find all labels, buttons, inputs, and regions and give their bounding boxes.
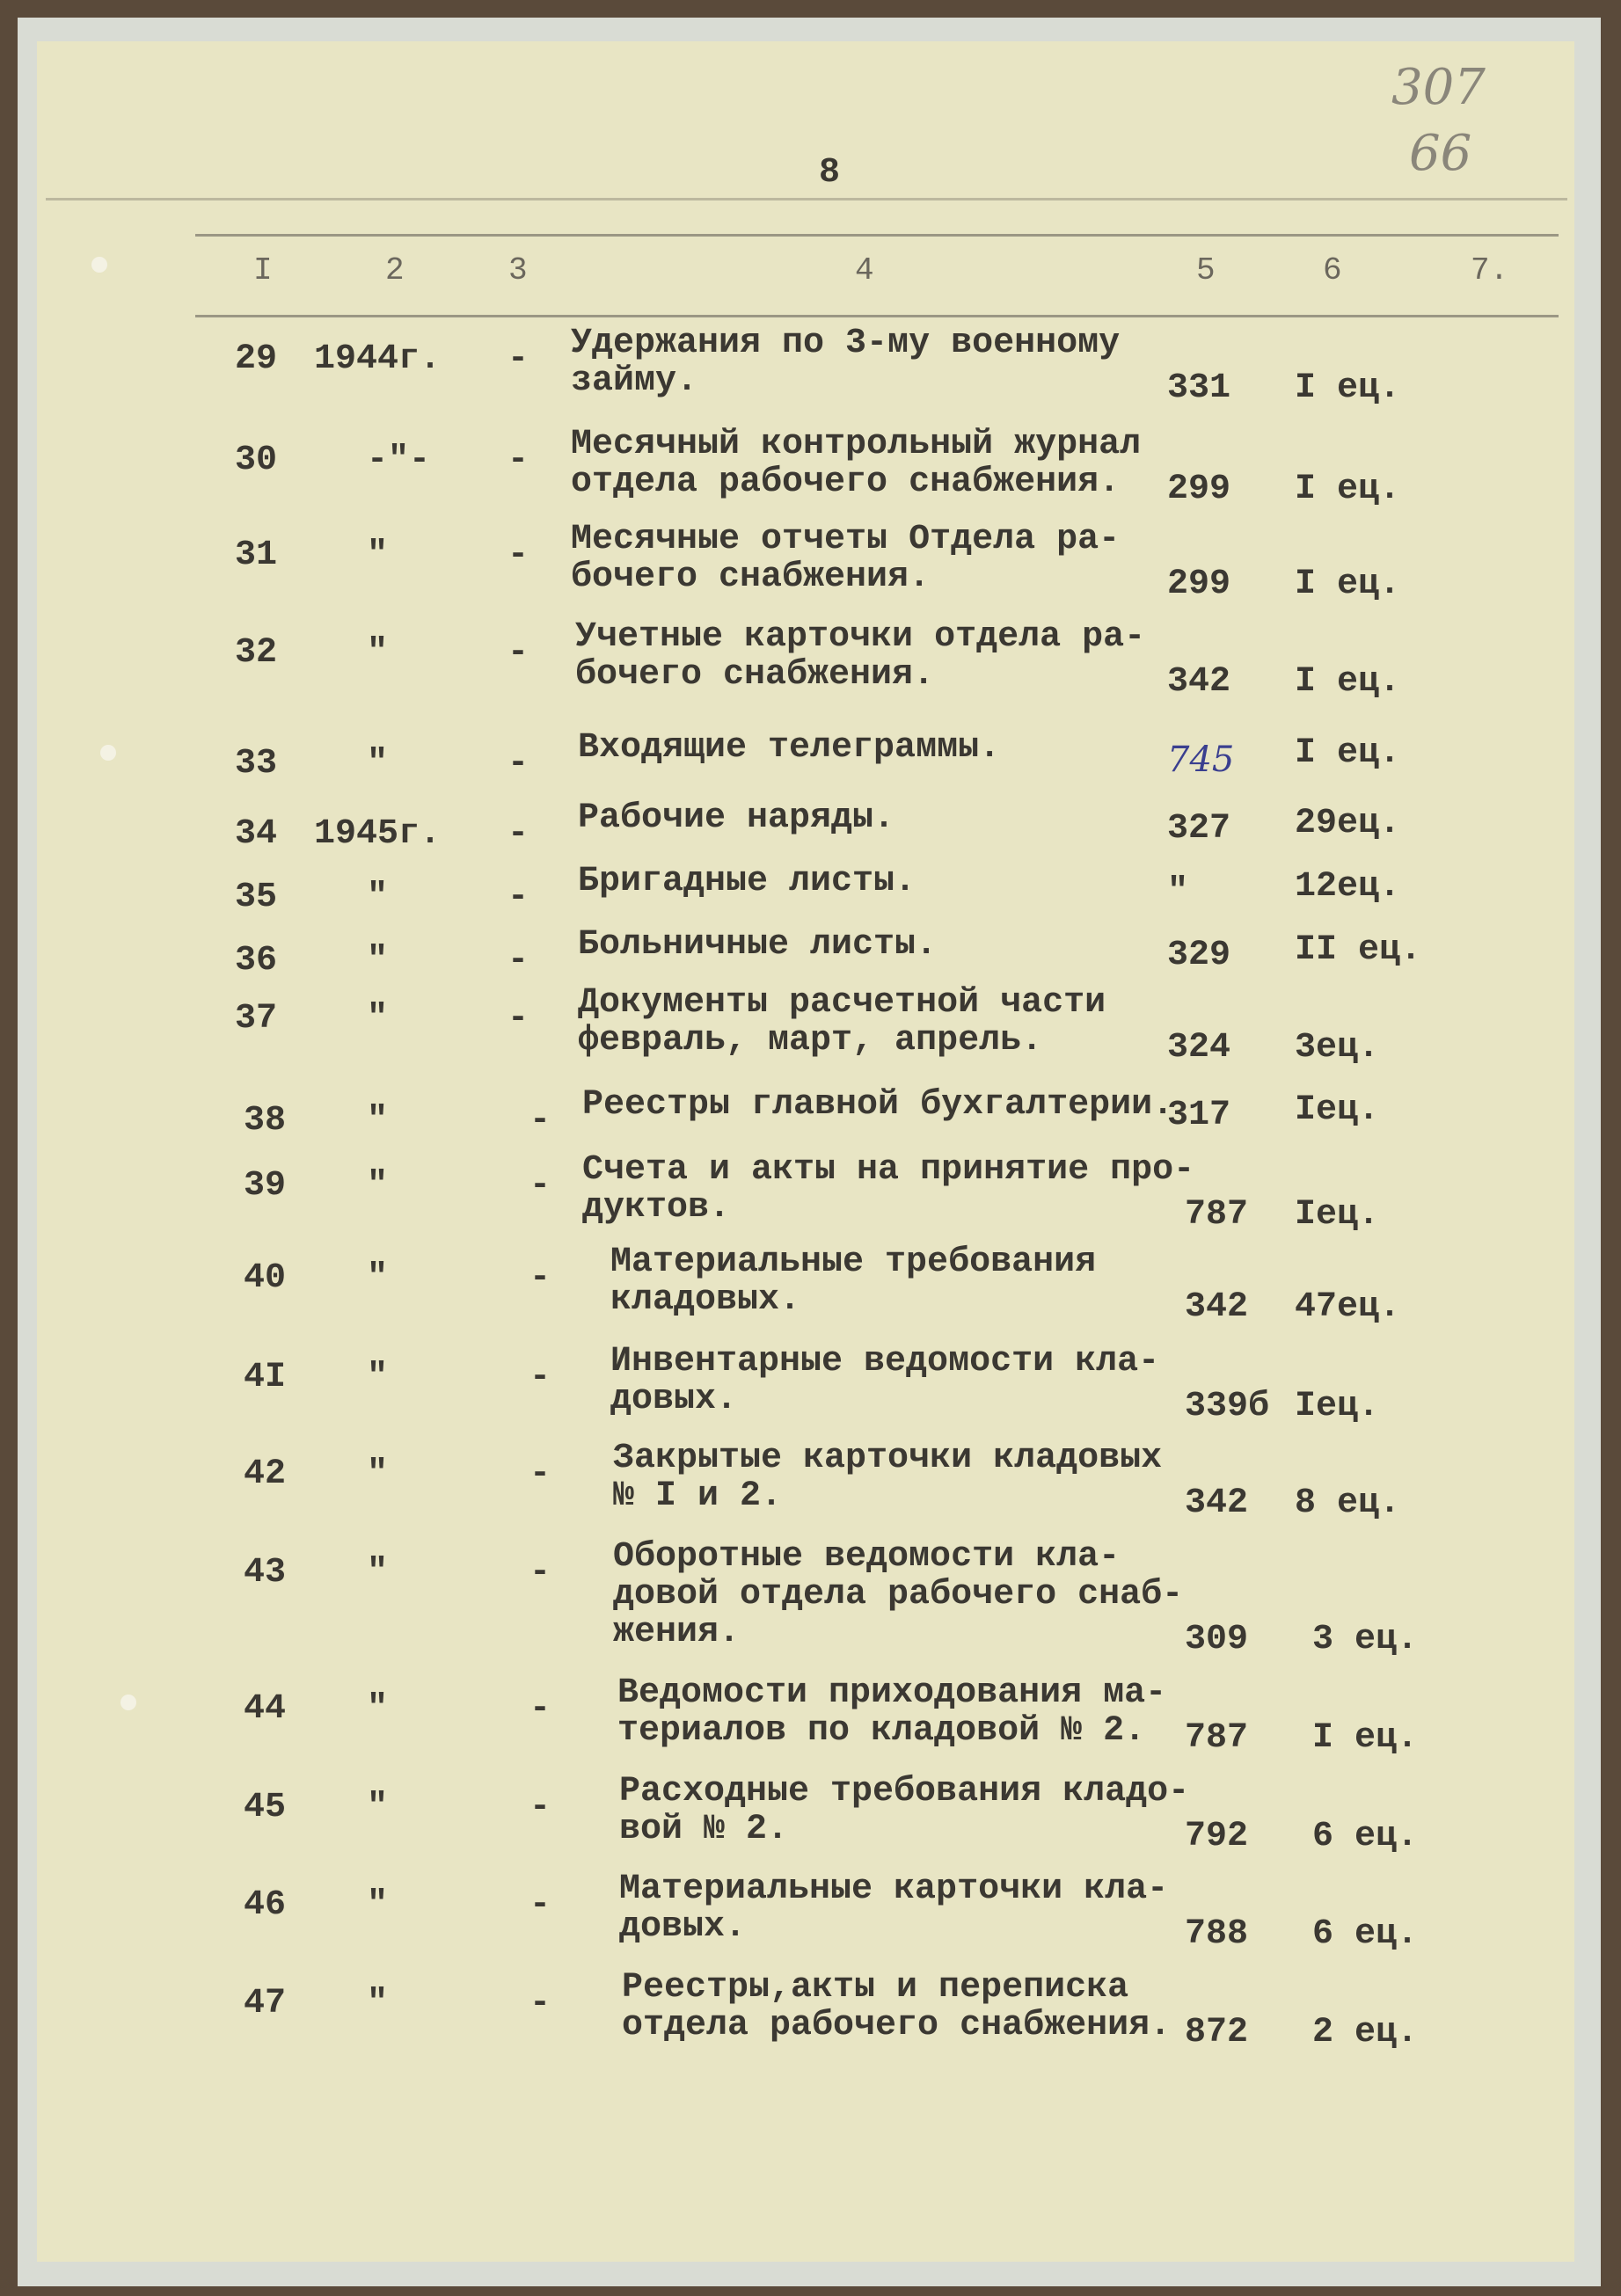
row-number: 46 xyxy=(244,1885,287,1925)
binding-hole xyxy=(100,745,116,761)
row-title: Учетные карточки отдела ра- бочего снабжения. xyxy=(575,617,1146,695)
header-top-rule xyxy=(195,234,1559,237)
row-number: 39 xyxy=(244,1166,287,1206)
row-title: Расходные требования кладо- вой № 2. xyxy=(619,1772,1190,1849)
row-title: Счета и акты на принятие про- дуктов. xyxy=(582,1150,1195,1228)
row-number: 38 xyxy=(244,1101,287,1141)
row-number: 42 xyxy=(244,1454,287,1494)
row-fund-number: 745 xyxy=(1167,740,1235,780)
row-fund-number: 787 xyxy=(1185,1718,1249,1758)
row-dash: - xyxy=(529,1358,551,1397)
row-units: 8 ец. xyxy=(1295,1483,1401,1523)
row-units: 6 ец. xyxy=(1312,1914,1419,1954)
row-units: 3 ец. xyxy=(1312,1620,1419,1659)
row-units: I ец. xyxy=(1295,565,1401,604)
row-year: " xyxy=(367,878,389,917)
row-units: II ец. xyxy=(1295,930,1422,970)
row-fund-number: 872 xyxy=(1185,2013,1249,2052)
document-page xyxy=(37,41,1574,2262)
row-title: Инвентарные ведомости кла- довых. xyxy=(610,1342,1160,1419)
row-fund-number: 339б xyxy=(1185,1387,1270,1426)
row-title: Оборотные ведомости кла- довой отдела рабочего снаб- жения. xyxy=(613,1537,1184,1652)
row-dash: - xyxy=(507,744,529,784)
row-number: 4I xyxy=(244,1358,287,1397)
row-fund-number: 309 xyxy=(1185,1620,1249,1659)
row-number: 43 xyxy=(244,1553,287,1593)
row-dash: - xyxy=(507,441,529,480)
page-number: 8 xyxy=(819,153,841,193)
row-units: Iец. xyxy=(1295,1195,1380,1235)
top-rule xyxy=(46,198,1567,200)
row-year: " xyxy=(367,633,389,673)
row-dash: - xyxy=(507,941,529,980)
binding-hole xyxy=(91,257,107,273)
row-year: 1944г. xyxy=(314,339,442,379)
row-dash: - xyxy=(529,1101,551,1141)
row-dash: - xyxy=(529,1454,551,1494)
row-title: Закрытые карточки кладовых № I и 2. xyxy=(613,1439,1163,1516)
row-title: Реестры главной бухгалтерии. xyxy=(582,1085,1174,1125)
row-fund-number: 329 xyxy=(1167,936,1231,975)
row-title: Месячные отчеты Отдела ра- бочего снабжения. xyxy=(571,520,1121,597)
column-header-4: 4 xyxy=(855,252,874,288)
row-units: 6 ец. xyxy=(1312,1817,1419,1856)
row-number: 37 xyxy=(235,999,278,1039)
row-fund-number: 342 xyxy=(1167,662,1231,702)
row-number: 35 xyxy=(235,878,278,917)
column-header-7: 7. xyxy=(1471,252,1509,288)
row-units: I ец. xyxy=(1295,470,1401,509)
row-title: Больничные листы. xyxy=(578,925,938,965)
row-number: 32 xyxy=(235,633,278,673)
row-units: Iец. xyxy=(1295,1090,1380,1130)
row-year: -"- xyxy=(367,441,431,480)
row-fund-number: " xyxy=(1167,872,1189,912)
row-title: Удержания по 3-му военному займу. xyxy=(571,324,1121,401)
row-title: Реестры,акты и переписка отдела рабочего снабжения. xyxy=(622,1968,1172,2045)
row-year: " xyxy=(367,941,389,980)
row-fund-number: 342 xyxy=(1185,1287,1249,1327)
row-dash: - xyxy=(507,633,529,673)
row-title: Месячный контрольный журнал отдела рабочего снабжения. xyxy=(571,425,1142,502)
row-year: " xyxy=(367,999,389,1039)
column-header-6: 6 xyxy=(1323,252,1342,288)
row-units: 3ец. xyxy=(1295,1028,1380,1068)
row-dash: - xyxy=(507,878,529,917)
archive-sheet-number: 66 xyxy=(1409,125,1472,182)
column-header-5: 5 xyxy=(1196,252,1216,288)
row-number: 36 xyxy=(235,941,278,980)
row-year: 1945г. xyxy=(314,814,442,854)
binding-hole xyxy=(120,1695,136,1710)
row-number: 34 xyxy=(235,814,278,854)
row-title: Материальные требования кладовых. xyxy=(610,1243,1097,1320)
row-year: " xyxy=(367,744,389,784)
row-dash: - xyxy=(507,999,529,1039)
row-number: 29 xyxy=(235,339,278,379)
row-fund-number: 792 xyxy=(1185,1817,1249,1856)
row-year: " xyxy=(367,1553,389,1593)
row-units: I ец. xyxy=(1295,733,1401,773)
row-year: " xyxy=(367,1984,389,2023)
row-title: Бригадные листы. xyxy=(578,862,916,901)
row-dash: - xyxy=(529,1166,551,1206)
row-fund-number: 299 xyxy=(1167,565,1231,604)
archive-old-sheet-number: 307 xyxy=(1391,59,1486,116)
row-title: Ведомости приходования ма- териалов по кладовой № 2. xyxy=(617,1673,1167,1751)
row-fund-number: 299 xyxy=(1167,470,1231,509)
row-number: 47 xyxy=(244,1984,287,2023)
row-dash: - xyxy=(529,1885,551,1925)
row-number: 45 xyxy=(244,1788,287,1827)
row-title: Документы расчетной части февраль, март, апрель. xyxy=(578,983,1106,1061)
row-units: 29ец. xyxy=(1295,804,1401,843)
row-dash: - xyxy=(529,1689,551,1729)
row-fund-number: 788 xyxy=(1185,1914,1249,1954)
row-fund-number: 327 xyxy=(1167,809,1231,849)
row-units: I ец. xyxy=(1295,368,1401,408)
row-units: 2 ец. xyxy=(1312,2013,1419,2052)
row-units: I ец. xyxy=(1295,662,1401,702)
row-year: " xyxy=(367,1788,389,1827)
row-dash: - xyxy=(529,1984,551,2023)
row-units: I ец. xyxy=(1312,1718,1419,1758)
row-title: Входящие телеграммы. xyxy=(578,728,1001,768)
row-number: 40 xyxy=(244,1258,287,1298)
row-dash: - xyxy=(529,1788,551,1827)
column-header-2: 2 xyxy=(385,252,405,288)
row-number: 31 xyxy=(235,536,278,575)
row-year: " xyxy=(367,1454,389,1494)
row-dash: - xyxy=(507,339,529,379)
row-year: " xyxy=(367,1258,389,1298)
row-fund-number: 342 xyxy=(1185,1483,1249,1523)
row-units: 12ец. xyxy=(1295,867,1401,907)
row-dash: - xyxy=(529,1258,551,1298)
row-year: " xyxy=(367,1885,389,1925)
row-title: Материальные карточки кла- довых. xyxy=(619,1870,1169,1947)
row-year: " xyxy=(367,1101,389,1141)
row-dash: - xyxy=(507,536,529,575)
column-header-3: 3 xyxy=(508,252,528,288)
row-fund-number: 331 xyxy=(1167,368,1231,408)
row-year: " xyxy=(367,1689,389,1729)
row-year: " xyxy=(367,1166,389,1206)
row-fund-number: 317 xyxy=(1167,1096,1231,1135)
row-year: " xyxy=(367,1358,389,1397)
row-dash: - xyxy=(529,1553,551,1593)
row-number: 33 xyxy=(235,744,278,784)
row-title: Рабочие наряды. xyxy=(578,798,895,838)
row-fund-number: 324 xyxy=(1167,1028,1231,1068)
row-number: 30 xyxy=(235,441,278,480)
row-year: " xyxy=(367,536,389,575)
header-bottom-rule xyxy=(195,315,1559,317)
row-fund-number: 787 xyxy=(1185,1195,1249,1235)
row-number: 44 xyxy=(244,1689,287,1729)
row-units: 47ец. xyxy=(1295,1287,1401,1327)
row-units: Iец. xyxy=(1295,1387,1380,1426)
column-header-1: I xyxy=(253,252,273,288)
row-dash: - xyxy=(507,814,529,854)
